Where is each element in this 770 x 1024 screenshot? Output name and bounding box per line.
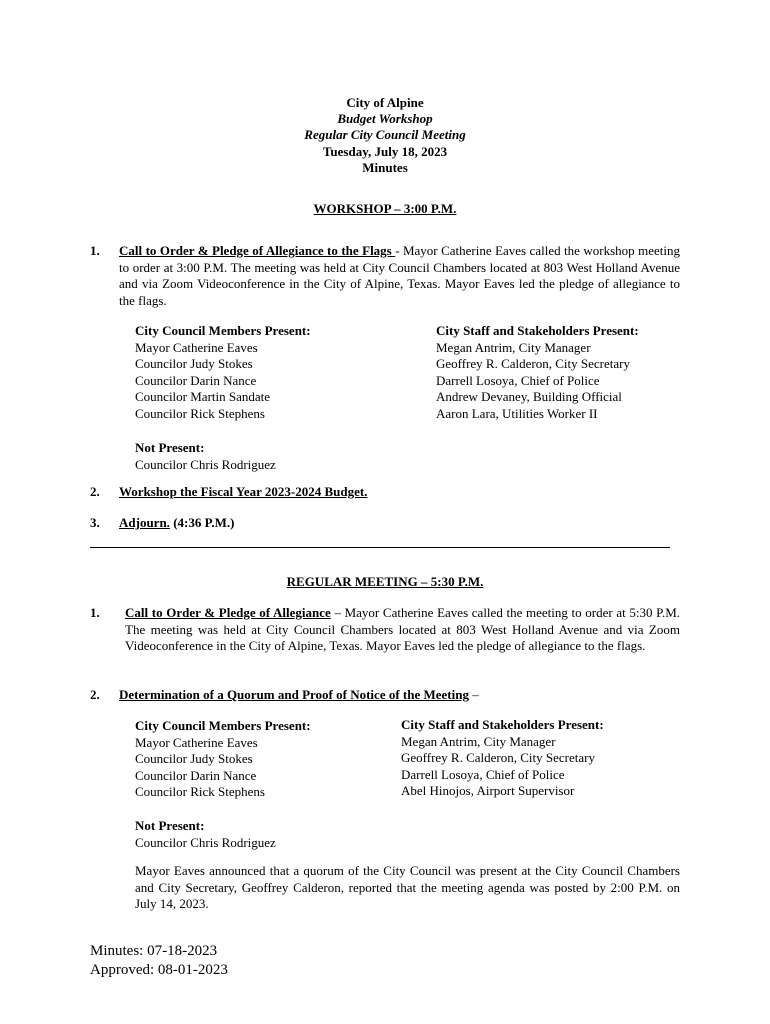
members-heading: City Council Members Present: [135,323,311,338]
staff-name: Megan Antrim, City Manager [401,733,556,749]
staff-name: Aaron Lara, Utilities Worker II [436,405,598,421]
member-name: Councilor Darin Nance [135,767,257,783]
member-name: Councilor Martin Sandate [135,389,271,404]
workshop-item-1-title: Call to Order & Pledge of Allegiance to the Flags [119,243,396,258]
workshop-item-3-title: Adjourn. [119,515,170,530]
workshop-item-3-time: (4:36 P.M.) [169,515,235,530]
regular-item-1-title: Call to Order & Pledge of Allegiance [125,605,331,620]
subtitle-regular-meeting: Regular City Council Meeting [304,127,466,142]
city-title: City of Alpine [346,95,424,110]
regular-item-1-text: – Mayor Catherine Eaves called the meeting to order at 5:30 P.M. The meeting was held at City Council Chambers located at 803 West Holland Avenue and via Zoom Videoconference in the City of Alpine, Texas. Mayor Eaves led the pledge of allegiance to the flags. [125,605,681,653]
staff-name: Abel Hinojos, Airport Supervisor [401,783,575,798]
regular-item-1 [125,605,680,655]
section-divider [90,547,670,548]
workshop-item-1-number: 1. [90,243,100,258]
workshop-members-list [135,323,311,422]
workshop-item-2-title: Workshop the Fiscal Year 2023-2024 Budget. [119,484,368,499]
regular-item-2-suffix: – [468,687,479,702]
staff-name: Darrell Losoya, Chief of Police [436,372,600,388]
workshop-item-2-number: 2. [90,484,100,499]
workshop-not-present [135,440,276,473]
workshop-item-1 [119,243,680,309]
workshop-item-3 [119,515,234,532]
regular-item-1-number: 1. [90,605,100,620]
not-present-heading: Not Present: [135,818,205,833]
workshop-item-3-number: 3. [90,515,100,530]
subtitle-budget-workshop: Budget Workshop [337,111,433,126]
staff-name: Darrell Losoya, Chief of Police [401,766,565,782]
staff-heading: City Staff and Stakeholders Present: [436,323,639,338]
not-present-name: Councilor Chris Rodriguez [135,834,276,850]
regular-meeting-heading: REGULAR MEETING – 5:30 P.M. [286,574,484,589]
workshop-staff-list [436,323,639,422]
member-name: Councilor Rick Stephens [135,405,265,421]
regular-item-2-number: 2. [90,687,100,702]
regular-not-present [135,818,276,851]
regular-item-2 [119,687,479,704]
workshop-heading: WORKSHOP – 3:00 P.M. [313,201,457,216]
staff-name: Geoffrey R. Calderon, City Secretary [436,356,630,371]
member-name: Mayor Catherine Eaves [135,339,258,355]
member-name: Councilor Judy Stokes [135,356,253,371]
footer-approved-date: Approved: 08-01-2023 [90,962,228,978]
quorum-paragraph: Mayor Eaves announced that a quorum of the City Council was present at the City Council Chambers and City Secretary, Geoffrey Calderon, reported that the meeting agenda was posted by 2:00 P.M. on July 14, 2023. [135,863,680,911]
member-name: Councilor Rick Stephens [135,784,265,799]
regular-item-2-title: Determination of a Quorum and Proof of Notice of the Meeting [119,687,469,702]
member-name: Mayor Catherine Eaves [135,734,258,750]
staff-heading: City Staff and Stakeholders Present: [401,717,604,732]
members-heading: City Council Members Present: [135,718,311,733]
staff-name: Andrew Devaney, Building Official [436,389,622,404]
staff-name: Megan Antrim, City Manager [436,339,591,355]
doc-type: Minutes [362,160,408,175]
not-present-heading: Not Present: [135,440,205,455]
staff-name: Geoffrey R. Calderon, City Secretary [401,750,595,765]
not-present-name: Councilor Chris Rodriguez [135,456,276,472]
regular-members-list [135,718,311,801]
member-name: Councilor Darin Nance [135,372,257,388]
meeting-date: Tuesday, July 18, 2023 [322,144,448,159]
workshop-item-1-text: - Mayor Catherine Eaves called the workshop meeting to order at 3:00 P.M. The meeting was held at City Council Chambers located at 803 West Holland Avenue and via Zoom Videoconference in the City of Alpine, Texas. Mayor Eaves led the pledge of allegiance to the flags. [119,243,680,308]
regular-staff-list [401,717,604,800]
member-name: Councilor Judy Stokes [135,751,253,766]
footer-minutes-date: Minutes: 07-18-2023 [90,943,218,959]
